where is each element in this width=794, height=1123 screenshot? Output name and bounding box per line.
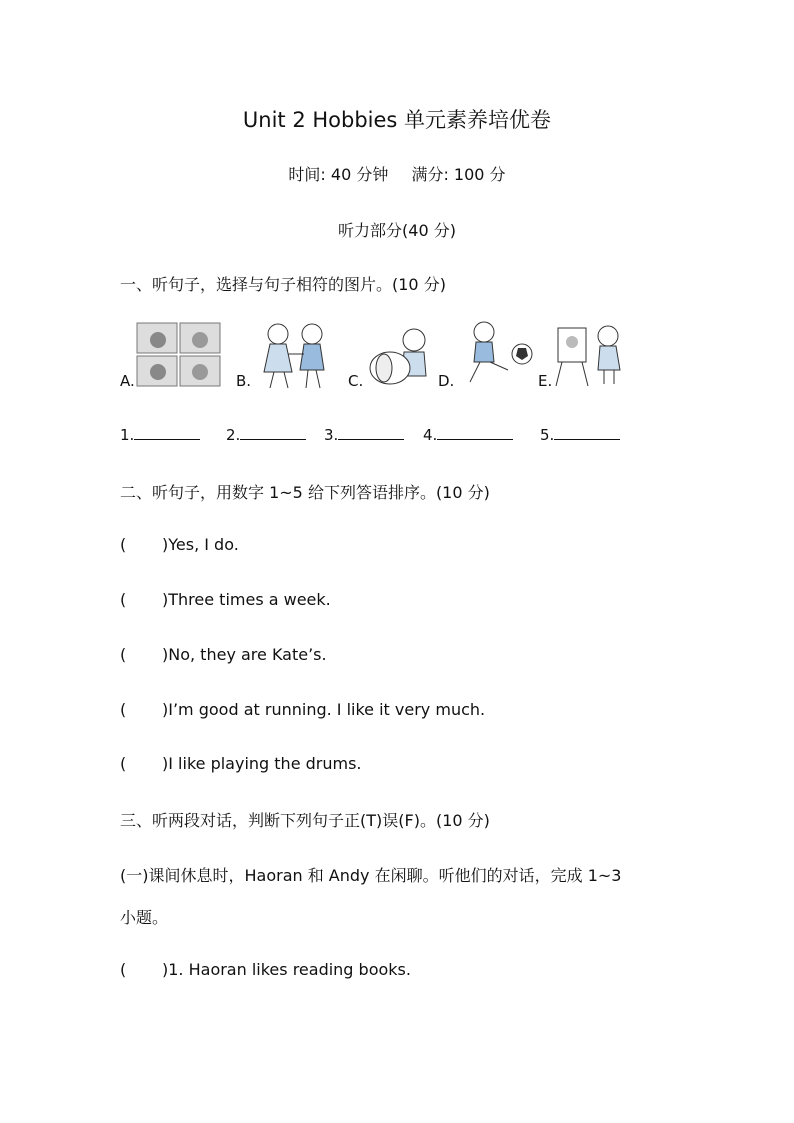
total-score: 满分: 100 分 — [411, 165, 506, 184]
part-heading: 听力部分(40 分) — [338, 221, 456, 240]
order-item[interactable]: ( )No, they are Kate’s. — [120, 645, 327, 664]
dialogue-intro-cont: 小题。 — [120, 908, 169, 927]
picture-c — [348, 320, 438, 392]
dialogue-intro: (一)课间休息时，Haoran 和 Andy 在闲聊。听他们的对话，完成 1~3 — [120, 866, 622, 885]
section3-heading: 三、听两段对话，判断下列句子正(T)误(F)。(10 分) — [120, 811, 490, 830]
picture-label: A. — [120, 372, 135, 390]
stamps-icon — [136, 322, 222, 388]
section1-heading: 一、听句子，选择与句子相符的图片。(10 分) — [120, 275, 446, 294]
boy-football-icon — [456, 320, 538, 386]
picture-b — [236, 320, 346, 392]
answer-blank[interactable]: 4. — [423, 425, 513, 444]
girls-dancing-icon — [258, 320, 334, 390]
picture-d — [438, 320, 538, 392]
order-item[interactable]: ( )Yes, I do. — [120, 535, 239, 554]
section2-heading: 二、听句子，用数字 1~5 给下列答语排序。(10 分) — [120, 483, 490, 502]
answer-blank[interactable]: 5. — [540, 425, 620, 444]
order-item[interactable]: ( )I like playing the drums. — [120, 754, 362, 773]
answer-blank[interactable]: 2. — [226, 425, 306, 444]
picture-a — [120, 320, 230, 392]
picture-label: E. — [538, 372, 553, 390]
exam-meta — [0, 162, 794, 185]
girl-painting-icon — [554, 322, 628, 388]
picture-label: B. — [236, 372, 252, 390]
picture-label: D. — [438, 372, 455, 390]
answer-blank[interactable]: 1. — [120, 425, 200, 444]
time-limit: 时间: 40 分钟 — [288, 165, 389, 184]
order-item[interactable]: ( )Three times a week. — [120, 590, 331, 609]
order-item[interactable]: ( )I’m good at running. I like it very much. — [120, 700, 486, 719]
picture-e — [538, 320, 648, 392]
girl-drum-icon — [368, 326, 434, 390]
judge-item[interactable]: ( )1. Haoran likes reading books. — [120, 960, 411, 979]
picture-options — [120, 320, 640, 392]
picture-label: C. — [348, 372, 364, 390]
page-title: Unit 2 Hobbies 单元素养培优卷 — [242, 108, 552, 132]
answer-blank[interactable]: 3. — [324, 425, 404, 444]
